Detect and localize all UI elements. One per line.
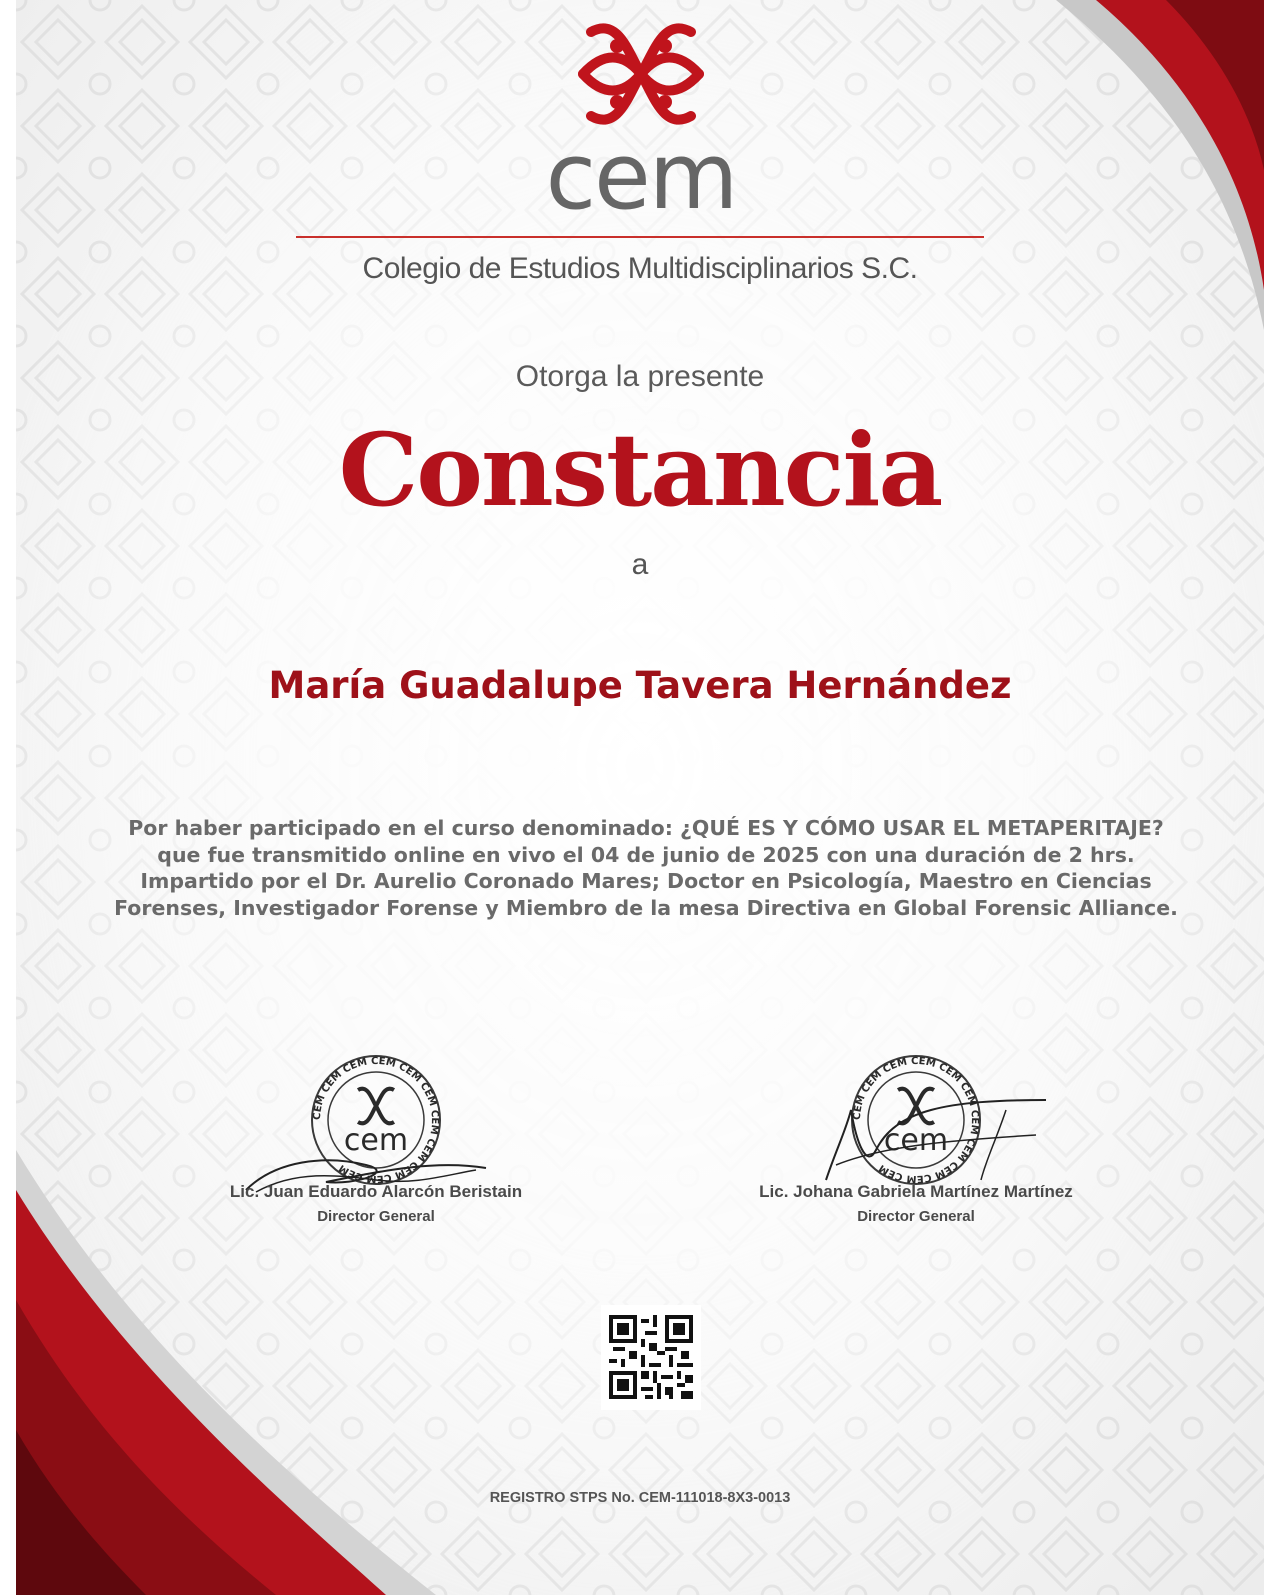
qr-code[interactable] <box>601 1305 701 1410</box>
signature-block-left <box>156 1050 596 1225</box>
seal-ring-text: CEM CEM CEM CEM CEM CEM CEM CEM CEM CEM CEM <box>851 1055 981 1185</box>
certificate-title: Constancia <box>338 411 942 529</box>
qr-code-icon <box>609 1313 693 1401</box>
signatory-name-right: Lic. Johana Gabriela Martínez Martínez <box>759 1182 1073 1201</box>
signatory-role-right: Director General <box>857 1208 975 1225</box>
seal-ring-text: CEM CEM CEM CEM CEM CEM CEM CEM CEM CEM CEM <box>311 1055 441 1185</box>
course-description: Por haber participado en el curso denominado: ¿QUÉ ES Y CÓMO USAR EL METAPERITAJE? que fue transmitido online en vivo el 04 de junio de 2025 con una duración de 2 hrs. Impartido por el Dr. Aurelio Coronado Mares; Doctor en Psicología, Maestro en Ciencias Forenses, Investigador Forense y Miembro de la mesa Directiva en Global Forensic Alliance. <box>114 816 1178 920</box>
recipient-name: María Guadalupe Tavera Hernández <box>268 664 1012 707</box>
logo-wordmark: cem <box>545 123 737 230</box>
certificate-sheet <box>16 0 1264 1595</box>
intro-text: Otorga la presente <box>515 360 765 393</box>
header-divider <box>296 236 984 238</box>
preposition-text: a <box>631 548 649 581</box>
signature-block-right <box>696 1050 1136 1225</box>
signatory-name-left: Lic. Juan Eduardo Alarcón Beristain <box>229 1182 523 1201</box>
seal-center-text: cem <box>343 1123 409 1158</box>
handwritten-signature-right <box>806 1090 1066 1190</box>
signatory-role-left: Director General <box>317 1208 435 1225</box>
registry-number: REGISTRO STPS No. CEM-111018-8X3-0013 <box>489 1490 791 1506</box>
organization-name: Colegio de Estudios Multidisciplinarios S.C. <box>362 252 918 285</box>
seal-center-text: cem <box>883 1123 949 1158</box>
logo-icon <box>573 12 709 136</box>
